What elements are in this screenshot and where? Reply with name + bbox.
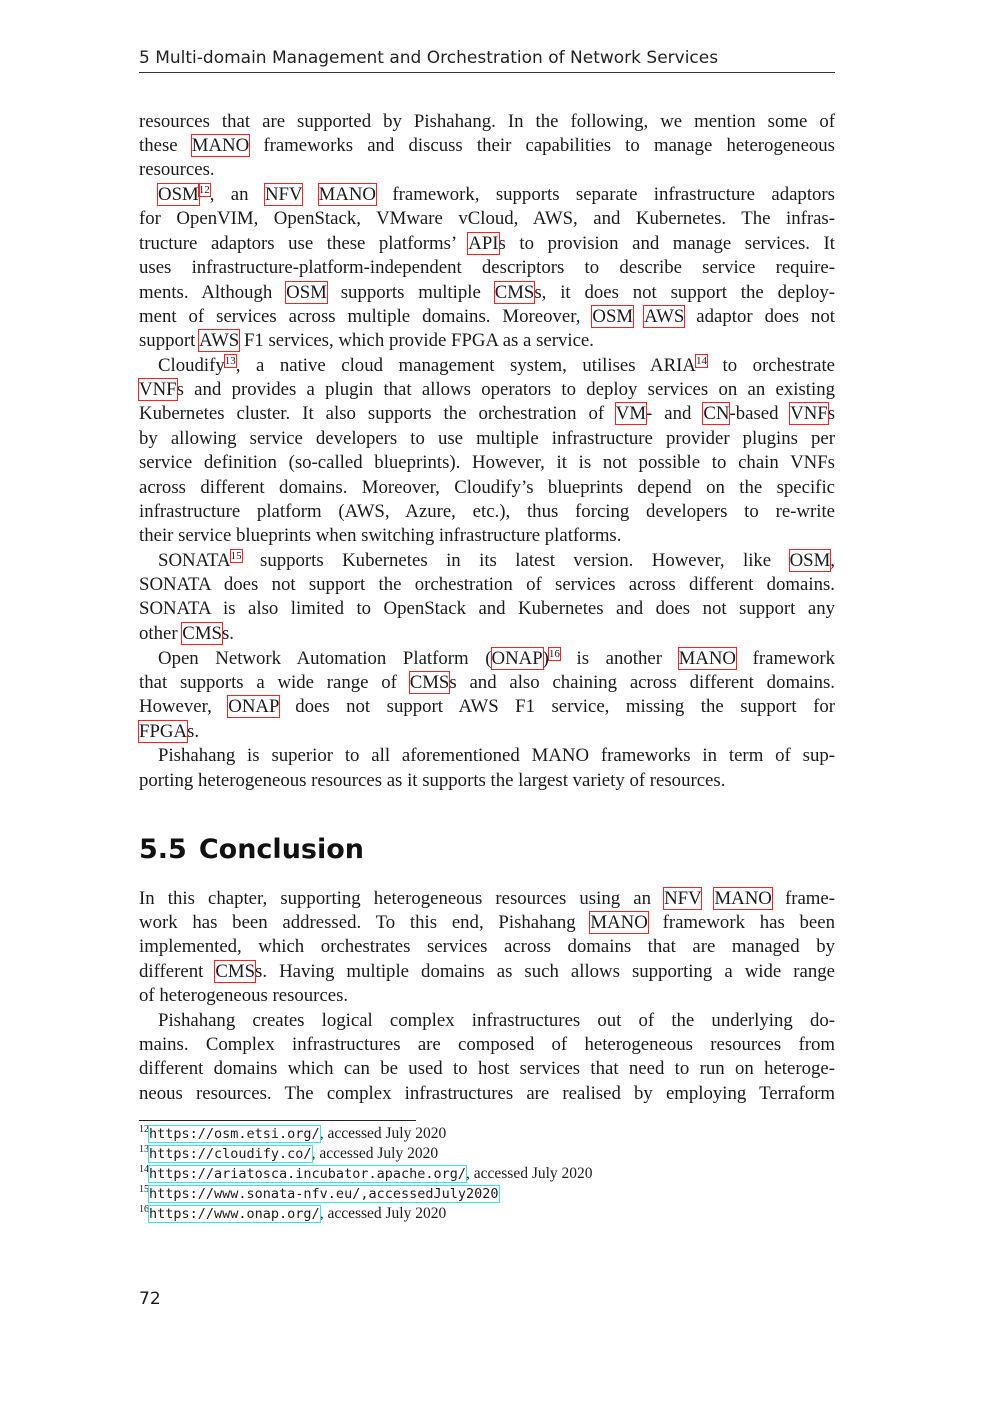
acronym-link-cms[interactable]: CMS bbox=[215, 961, 256, 982]
text-line: ments. Although OSM supports multiple CMSs, it does not support the deploy- bbox=[139, 282, 835, 303]
acronym-link-fpga[interactable]: FPGA bbox=[139, 721, 188, 742]
running-header: 5 Multi-domain Management and Orchestration of Network Services bbox=[139, 46, 835, 73]
text-line: these MANO frameworks and discuss their capabilities to manage heterogeneous bbox=[139, 135, 835, 156]
text-line: neous resources. The complex infrastructures are realised by employing Terraform bbox=[139, 1083, 835, 1104]
text-line: support AWS F1 services, which provide FPGA as a service. bbox=[139, 330, 594, 351]
footnote-16: $^{16}$https://www.onap.org/, accessed July 2020 bbox=[139, 1204, 447, 1222]
acronym-link-cms[interactable]: CMS bbox=[494, 282, 535, 303]
acronym-link-nfv[interactable]: NFV bbox=[664, 888, 702, 909]
text-line: Cloudify$^{13}$, a native cloud management system, utilises ARIA$^{14}$ to orchestrate bbox=[158, 355, 835, 376]
text-line: implemented, which orchestrates services across domains that are managed by bbox=[139, 936, 835, 957]
text-line: SONATA is also limited to OpenStack and Kubernetes and does not support any bbox=[139, 598, 835, 619]
text-line: service definition (so-called blueprints). However, it is not possible to chain VNFs bbox=[139, 452, 835, 473]
text-line: across different domains. Moreover, Cloudify’s blueprints depend on the specific bbox=[139, 477, 835, 498]
footnote-15: $^{15}$https://www.sonata-nfv.eu/,accessedJuly2020 bbox=[139, 1184, 499, 1202]
footnote-ref-15[interactable]: 15 bbox=[230, 550, 242, 562]
text-line: resources that are supported by Pishahang. In the following, we mention some of bbox=[139, 111, 835, 132]
footnote-url-link[interactable]: https://cloudify.co/ bbox=[149, 1146, 312, 1162]
text-line: SONATA$^{15}$ supports Kubernetes in its latest version. However, like OSM, bbox=[158, 550, 835, 571]
section-title: Conclusion bbox=[198, 834, 365, 865]
text-line: Open Network Automation Platform (ONAP)$^{16}$ is another MANO framework bbox=[158, 648, 835, 669]
acronym-link-aws[interactable]: AWS bbox=[199, 330, 240, 351]
footnote-13: $^{13}$https://cloudify.co/, accessed July 2020 bbox=[139, 1144, 439, 1162]
footnote-url-link[interactable]: https://osm.etsi.org/ bbox=[149, 1126, 320, 1142]
text-line: SONATA does not support the orchestration of services across different domains. bbox=[139, 574, 835, 595]
section-heading bbox=[139, 832, 364, 868]
acronym-link-osm[interactable]: OSM bbox=[158, 184, 199, 205]
acronym-link-cms[interactable]: CMS bbox=[182, 623, 222, 644]
acronym-link-api[interactable]: API bbox=[468, 233, 499, 254]
footnote-url-link[interactable]: https://www.onap.org/ bbox=[149, 1206, 320, 1222]
text-line: their service blueprints when switching infrastructure platforms. bbox=[139, 525, 622, 546]
page-number: 72 bbox=[139, 1289, 161, 1309]
acronym-link-mano[interactable]: MANO bbox=[678, 648, 736, 669]
acronym-link-nfv[interactable]: NFV bbox=[264, 184, 303, 205]
acronym-link-vnf[interactable]: VNF bbox=[139, 379, 177, 400]
text-line: tructure adaptors use these platforms’ APIs to provision and manage services. It bbox=[139, 233, 835, 254]
acronym-link-mano[interactable]: MANO bbox=[318, 184, 376, 205]
text-line: other CMSs. bbox=[139, 623, 234, 644]
acronym-link-onap[interactable]: ONAP bbox=[228, 696, 279, 717]
text-line: porting heterogeneous resources as it supports the largest variety of resources. bbox=[139, 770, 726, 791]
footnote-ref-14[interactable]: 14 bbox=[695, 355, 707, 367]
acronym-link-vnf[interactable]: VNF bbox=[790, 403, 828, 424]
text-line: However, ONAP does not support AWS F1 service, missing the support for bbox=[139, 696, 835, 717]
text-line: ment of services across multiple domains. Moreover, OSM AWS adaptor does not bbox=[139, 306, 836, 327]
acronym-link-cn[interactable]: CN bbox=[703, 403, 730, 424]
text-line: work has been addressed. To this end, Pishahang MANO framework has been bbox=[139, 912, 835, 933]
acronym-link-mano[interactable]: MANO bbox=[714, 888, 772, 909]
text-line: FPGAs. bbox=[139, 721, 200, 742]
acronym-link-onap[interactable]: ONAP bbox=[491, 648, 543, 669]
text-line: uses infrastructure-platform-independent descriptors to describe service require- bbox=[139, 257, 835, 278]
acronym-link-cms[interactable]: CMS bbox=[409, 672, 450, 693]
text-line: Pishahang is superior to all aforementioned MANO frameworks in term of sup- bbox=[158, 745, 835, 766]
text-line: for OpenVIM, OpenStack, VMware vCloud, AWS, and Kubernetes. The infras- bbox=[139, 208, 835, 229]
acronym-link-osm[interactable]: OSM bbox=[286, 282, 327, 303]
text-line: that supports a wide range of CMSs and also chaining across different domains. bbox=[139, 672, 835, 693]
text-line: different CMSs. Having multiple domains as such allows supporting a wide range bbox=[139, 961, 835, 982]
acronym-link-vm[interactable]: VM bbox=[615, 403, 647, 424]
footnote-12: $^{12}$https://osm.etsi.org/, accessed July 2020 bbox=[139, 1124, 447, 1142]
footnote-ref-13[interactable]: 13 bbox=[224, 355, 236, 367]
section-number: 5.5 bbox=[139, 834, 187, 865]
text-line: OSM$^{12}$, an NFV MANO framework, supports separate infrastructure adaptors bbox=[158, 184, 835, 205]
text-line: In this chapter, supporting heterogeneous resources using an NFV MANO frame- bbox=[139, 888, 835, 909]
text-line: resources. bbox=[139, 159, 215, 180]
text-line: infrastructure platform (AWS, Azure, etc.), thus forcing developers to re-write bbox=[139, 501, 835, 522]
footnote-url-link[interactable]: https://www.sonata-nfv.eu/,accessedJuly2020 bbox=[149, 1186, 499, 1202]
acronym-link-osm[interactable]: OSM bbox=[789, 550, 831, 571]
text-line: Pishahang creates logical complex infrastructures out of the underlying do- bbox=[158, 1010, 835, 1031]
acronym-link-mano[interactable]: MANO bbox=[590, 912, 648, 933]
acronym-link-osm[interactable]: OSM bbox=[592, 306, 634, 327]
acronym-link-aws[interactable]: AWS bbox=[644, 306, 685, 327]
text-line: of heterogeneous resources. bbox=[139, 985, 349, 1006]
text-line: mains. Complex infrastructures are composed of heterogeneous resources from bbox=[139, 1034, 835, 1055]
footnote-rule bbox=[139, 1120, 416, 1121]
text-line: VNFs and provides a plugin that allows operators to deploy services on an existing bbox=[139, 379, 835, 400]
acronym-link-mano[interactable]: MANO bbox=[191, 135, 250, 156]
footnote-ref-12[interactable]: 12 bbox=[198, 184, 210, 196]
footnote-ref-16[interactable]: 16 bbox=[548, 648, 560, 660]
text-line: different domains which can be used to host services that need to run on heteroge- bbox=[139, 1058, 835, 1079]
text-line: Kubernetes cluster. It also supports the orchestration of VM- and CN-based VNFs bbox=[139, 403, 836, 424]
text-line: by allowing service developers to use multiple infrastructure provider plugins per bbox=[139, 428, 835, 449]
footnote-url-link[interactable]: https://ariatosca.incubator.apache.org/ bbox=[149, 1166, 466, 1182]
footnote-14: $^{14}$https://ariatosca.incubator.apache.org/, accessed July 2020 bbox=[139, 1164, 593, 1182]
